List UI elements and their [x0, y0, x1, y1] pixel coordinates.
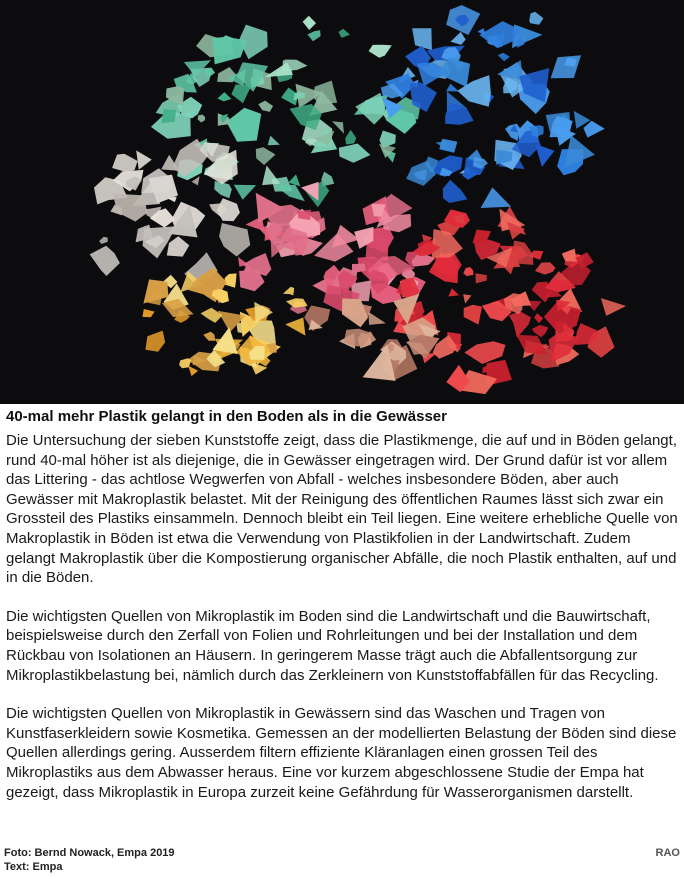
plastic-fragments-photo	[0, 0, 684, 404]
article-body	[6, 431, 682, 821]
paragraph-3: Die wichtigsten Quellen von Mikroplastik in Gewässern sind das Waschen und Tragen von Kunstfaserkleidern sowie Kosmetika. Gemessen an der modellierten Belastung der Böden sind diese Quellen allerdings gering. Ausserdem filtern effiziente Kläranlagen einen grossen Teil des Mikroplastiks aus dem Abwasser heraus. Eine vor kurzem abgeschlossene Studie der Empa hat gezeigt, dass Mikroplastik in Europa zurzeit keine Gefährdung für Wasserorganismen darstellt.	[6, 705, 677, 801]
photo-credit: Foto: Bernd Nowack, Empa 2019	[4, 847, 175, 859]
text-credit: Text: Empa	[4, 861, 63, 873]
paragraph-1: Die Untersuchung der sieben Kunststoffe zeigt, dass die Plastikmenge, die auf und in Böden gelangt, rund 40-mal höher ist als diejenige, die in Gewässer eingetragen wird. Der Grund dafür ist vor allem das Littering - das achtlose Wegwerfen von Abfall - welches insbesondere Böden, aber auch Gewässer mit Makroplastik belastet. Mit der Reinigung des öffentlichen Raumes lässt sich zwar ein Grossteil des Plastiks einsammeln. Dennoch bleibt ein Teil liegen. Eine weitere erhebliche Quelle von Makroplastik in Böden ist etwa die Verwendung von Plastikfolien in der Landwirtschaft. Zudem gelangt Makroplastik über die Kompostierung organischer Abfälle, die noch Plastik enthalten, auf und in die Böden.	[6, 432, 678, 587]
article-photo	[0, 0, 684, 404]
agency-tag: RAO	[655, 847, 680, 859]
plastic-fragment	[161, 109, 176, 123]
paragraph-2: Die wichtigsten Quellen von Mikroplastik im Boden sind die Landwirtschaft und die Bauwirtschaft, beispielsweise durch den Zerfall von Folien und Rohrleitungen und bei der Installation und dem Rückbau von Isolationen an Häusern. In geringerem Masse trägt auch die Abfallentsorgung zur Mikroplastikbelastung bei, nämlich durch das Zerkleinern von Kunststoffabfällen für das Recycling.	[6, 607, 659, 684]
plastic-fragment	[298, 210, 311, 220]
credits	[4, 846, 175, 874]
article-headline: 40-mal mehr Plastik gelangt in den Boden als in die Gewässer	[6, 408, 447, 425]
